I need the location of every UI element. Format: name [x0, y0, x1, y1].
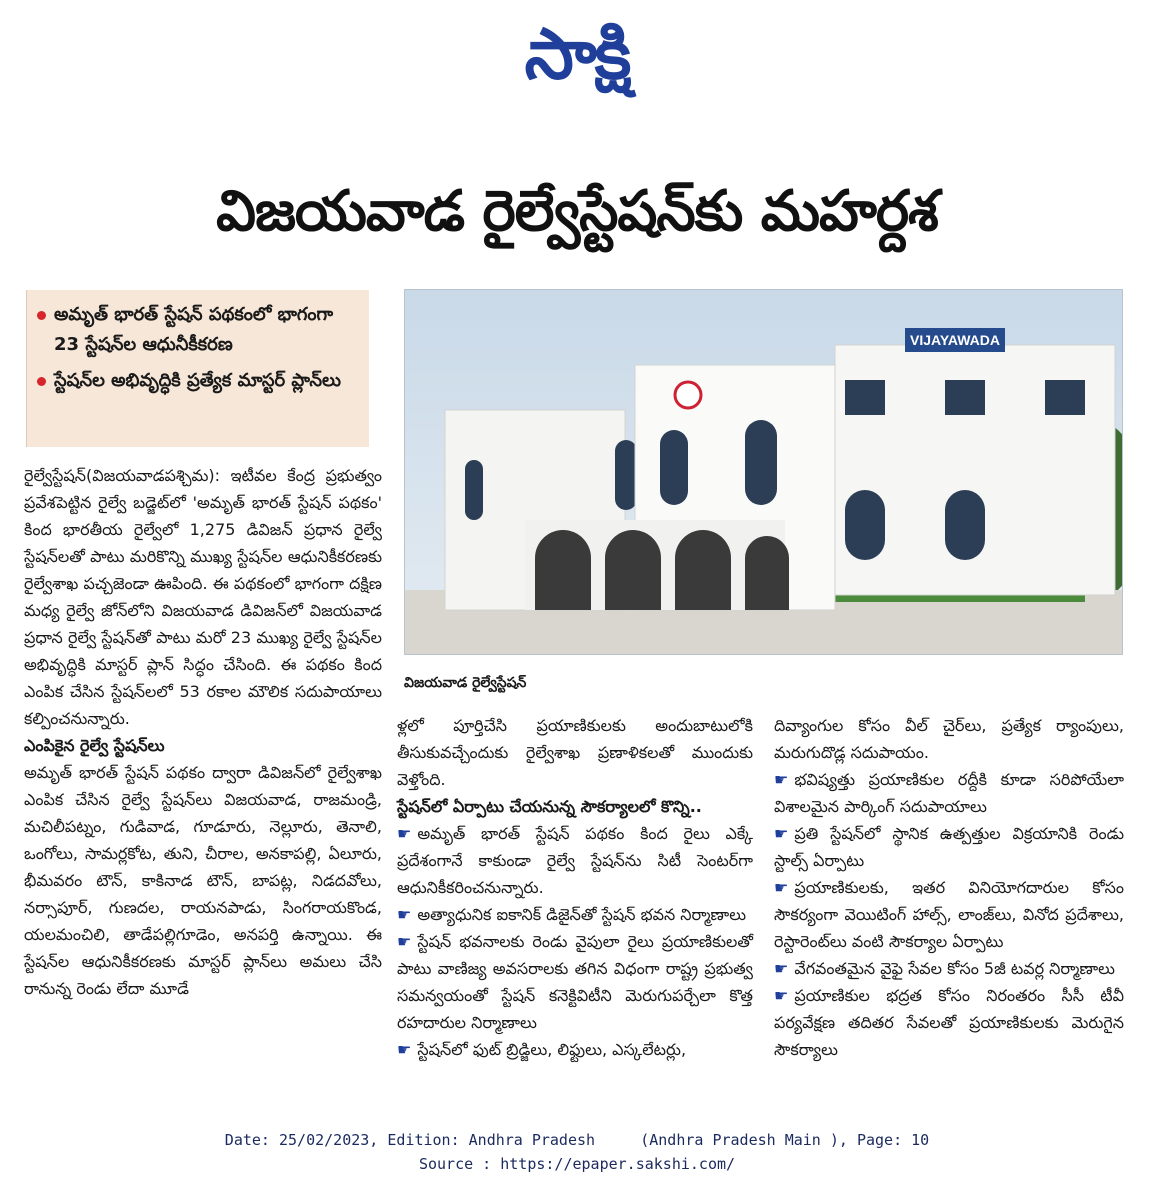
- list-item: ☛ స్టేషన్‌లో ఫుట్‌ బ్రిడ్జిలు, లిఫ్టులు, ఎస్కలేటర్లు,: [397, 1040, 687, 1059]
- list-item: ☛ వేగవంతమైన వైఫై సేవల కోసం 5జీ టవర్ల నిర్మాణాలు: [774, 959, 1115, 978]
- pointing-hand-icon: ☛: [397, 932, 412, 951]
- bullet-dot-icon: [37, 311, 46, 320]
- highlight-text: అమృత్‌ భారత్‌ స్టేషన్‌ పథకంలో భాగంగా 23 స్టేషన్‌ల ఆధునీకీకరణ: [54, 304, 334, 355]
- station-photo: [404, 289, 1123, 655]
- article-column-2: [397, 712, 753, 1063]
- highlight-item: [33, 300, 359, 360]
- highlight-item: [33, 366, 359, 396]
- list-item: ☛ ప్రతి స్టేషన్‌లో స్థానిక ఉత్పత్తుల విక్రయానికి రెండు స్టాల్స్‌ ఏర్పాటు: [774, 824, 1124, 870]
- article-column-1: [24, 462, 382, 1002]
- photo-caption: విజయవాడ రైల్వేస్టేషన్‌: [404, 675, 527, 691]
- list-item: ☛ భవిష్యత్తు ప్రయాణికుల రద్దీకి కూడా సరిపోయేలా విశాలమైన పార్కింగ్‌ సదుపాయాలు: [774, 770, 1124, 816]
- pointing-hand-icon: ☛: [774, 770, 789, 789]
- list-item: ☛ అత్యాధునిక ఐకానిక్‌ డిజైన్‌తో స్టేషన్‌ భవన నిర్మాణాలు: [397, 905, 747, 924]
- list-item: ☛ స్టేషన్‌ భవనాలకు రెండు వైపులా రైలు ప్రయాణికులతో పాటు వాణిజ్య అవసరాలకు తగిన విధంగా రాష్ట్ర ప్రభుత్వ సమన్వయంతో స్టేషన్‌ కనెక్టివిటీని మెరుగుపర్చేలా కొత్త రహదారుల నిర్మాణాలు: [397, 932, 753, 1032]
- footer-source: Source : https://epaper.sakshi.com/: [418, 1155, 736, 1173]
- article-paragraph: దివ్యాంగుల కోసం వీల్‌ చైర్‌లు, ప్రత్యేక ర్యాంపులు, మరుగుదొడ్ల సదుపాయం.: [774, 716, 1124, 762]
- article-paragraph: రైల్వేస్టేషన్‌(విజయవాడపశ్చిమ): ఇటీవల కేంద్ర ప్రభుత్వం ప్రవేశపెట్టిన రైల్వే బడ్జెట్‌లో 'అమృత్‌ భారత్‌ స్టేషన్‌ పథకం' కింద భారతీయ రైల్వేలో 1,275 డివిజన్‌ ప్రధాన రైల్వే స్టేషన్‌లతో పాటు మరికొన్ని ముఖ్య స్టేషన్‌ల ఆధునికీకరణకు రైల్వేశాఖ పచ్చజెండా ఊపింది. ఈ పథకంలో భాగంగా దక్షిణ మధ్య రైల్వే జోన్‌లోని విజయవాడ డివిజన్‌లో విజయవాడ ప్రధాన రైల్వే స్టేషన్‌తో పాటు మరో 23 ముఖ్య రైల్వే స్టేషన్‌ల అభివృద్ధికి మాస్టర్‌ ప్లాన్‌ సిద్ధం చేసింది. ఈ పథకం కింద ఎంపిక చేసిన స్టేషన్‌లలో 53 రకాల మౌలిక సదుపాయాలు కల్పించనున్నారు.: [24, 466, 382, 728]
- station-building-image: [405, 290, 1122, 654]
- headline: విజయవాడ రైల్వేస్టేషన్‌కు మహర్దశ: [216, 179, 938, 244]
- list-item: ☛ ప్రయాణికులకు, ఇతర వినియోగదారుల కోసం సౌకర్యంగా వెయిటింగ్‌ హాల్స్‌, లాంజ్‌లు, వినోద ప్రదేశాలు, రెస్టారెంట్‌లు వంటి సౌకర్యాల ఏర్పాటు: [774, 878, 1124, 951]
- list-item: ☛ అమృత్‌ భారత్‌ స్టేషన్‌ పథకం కింద రైలు ఎక్కే ప్రదేశంగానే కాకుండా రైల్వే స్టేషన్‌ను సిటీ సెంటర్‌గా ఆధునికీకరించనున్నారు.: [397, 824, 753, 897]
- pointing-hand-icon: ☛: [774, 824, 789, 843]
- masthead-logo: సాక్షి: [524, 13, 630, 95]
- article-paragraph: అమృత్‌ భారత్‌ స్టేషన్‌ పథకం ద్వారా డివిజన్‌లో రైల్వేశాఖ ఎంపిక చేసిన రైల్వే స్టేషన్‌లు విజయవాడ, రాజమండ్రి, మచిలీపట్నం, గుడివాడ, గూడూరు, నెల్లూరు, తెనాలి, ఒంగోలు, సామర్లకోట, తుని, చీరాల, అనకాపల్లి, ఏలూరు, భీమవరం టౌన్‌, కాకినాడ టౌన్‌, బాపట్ల, నిడదవోలు, నర్సాపూర్‌, గుణదల, రాయనపాడు, సింగరాయకొండ, యలమంచిలి, తాడేపల్లిగూడెం, అనపర్తి ఉన్నాయి. ఈ స్టేషన్‌ల ఆధునికీకరణకు మాస్టర్‌ ప్లాన్‌లు అమలు చేసి రానున్న రెండు లేదా మూడే: [24, 763, 382, 998]
- pointing-hand-icon: ☛: [774, 986, 789, 1005]
- footer-date-edition: Date: 25/02/2023, Edition: Andhra Pradesh (Andhra Pradesh Main ), Page: 10: [224, 1131, 930, 1149]
- pointing-hand-icon: ☛: [397, 1040, 412, 1059]
- article-column-3: [774, 712, 1124, 1063]
- pointing-hand-icon: ☛: [397, 824, 412, 843]
- section-subhead: ఎంపికైన రైల్వే స్టేషన్‌లు: [24, 736, 165, 755]
- article-paragraph: ళ్లలో పూర్తిచేసి ప్రయాణికులకు అందుబాటులోకి తీసుకువచ్చేందుకు రైల్వేశాఖ ప్రణాళికలతో ముందుకు వెళ్తోంది.: [397, 716, 753, 789]
- pointing-hand-icon: ☛: [397, 905, 412, 924]
- pointing-hand-icon: ☛: [774, 959, 789, 978]
- pointing-hand-icon: ☛: [774, 878, 789, 897]
- station-sign-text: VIJAYAWADA: [909, 332, 1001, 348]
- highlights-box: [26, 290, 369, 447]
- bullet-dot-icon: [37, 377, 46, 386]
- list-item: ☛ ప్రయాణికుల భద్రత కోసం నిరంతరం సీసీ టీవీ పర్యవేక్షణ తదితర సేవలతో ప్రయాణికులకు మెరుగైన సౌకర్యాలు: [774, 986, 1124, 1059]
- section-subhead: స్టేషన్‌లో ఏర్పాటు చేయనున్న సౌకర్యాలలో కొన్ని..: [397, 797, 702, 816]
- highlight-text: స్టేషన్‌ల అభివృద్ధికి ప్రత్యేక మాస్టర్‌ ప్లాన్‌లు: [54, 370, 341, 391]
